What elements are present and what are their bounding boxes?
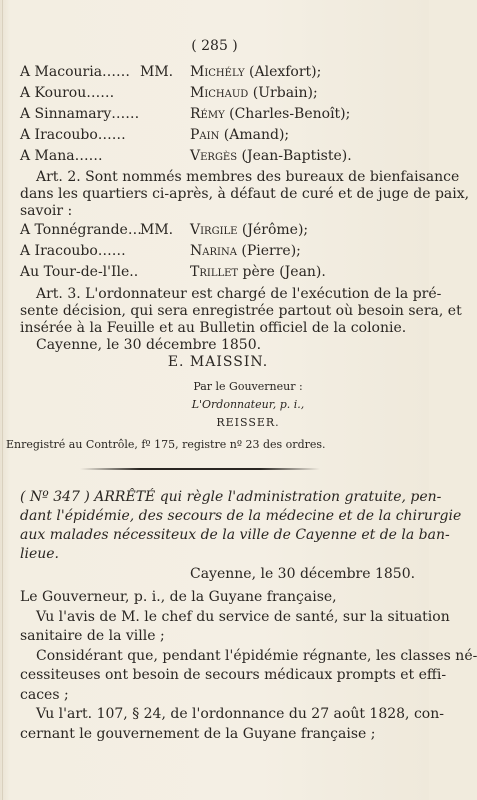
arrete-title: [20, 488, 461, 564]
person-surname: Pain: [190, 127, 220, 143]
person-given: (Charles-Benoît);: [224, 106, 351, 122]
text-line: dant l'épidémie, des secours de la médecine et de la chirurgie: [20, 508, 462, 524]
person-name: [190, 64, 321, 80]
person-surname: Trillet: [190, 264, 239, 280]
person-given: (Pierre);: [236, 243, 301, 259]
article-2: [20, 169, 469, 220]
text-line: aux malades nécessiteux de la ville de Cayenne et de la ban-: [20, 527, 450, 543]
person-surname: Vergès: [190, 148, 238, 164]
place-name: Au Tour-de-l'Ile..: [20, 264, 139, 280]
arrete-body: [20, 588, 477, 744]
article-3: [20, 286, 462, 354]
place-name: A Iracoubo……: [20, 127, 126, 143]
text-line: dans les quartiers ci-après, à défaut de curé et de juge de paix,: [20, 186, 470, 202]
text-line: Considérant que, pendant l'épidémie régnante, les classes né-: [36, 647, 477, 664]
page-number: ( 285 ): [191, 38, 238, 54]
text-line: Vu l'avis de M. le chef du service de santé, sur la situation: [36, 608, 450, 625]
person-given: père (Jean).: [238, 264, 326, 280]
person-name: [190, 264, 326, 280]
par-gouverneur: Par le Gouverneur :: [193, 380, 303, 393]
place-name: A Tonnégrande…: [20, 222, 142, 238]
signature-reisser: REISSER.: [216, 416, 280, 429]
person-name: [190, 148, 352, 164]
person-given: (Urbain);: [248, 85, 318, 101]
ordonnateur-title: L'Ordonnateur, p. i.,: [191, 398, 305, 411]
place-name: A Mana……: [20, 148, 103, 164]
mm-label: MM.: [140, 64, 174, 80]
text-line: Vu l'art. 107, § 24, de l'ordonnance du 27 août 1828, con-: [36, 706, 444, 722]
text-line: Art. 3. L'ordonnateur est chargé de l'exécution de la pré-: [36, 286, 442, 302]
person-name: [190, 106, 350, 122]
person-surname: Michaud: [190, 85, 249, 101]
person-given: (Jean-Baptiste).: [237, 148, 352, 164]
person-surname: Narina: [190, 243, 237, 259]
text-line: lieue.: [20, 546, 59, 562]
signature-governor: E. MAISSIN.: [167, 354, 269, 370]
text-line: sanitaire de la ville ;: [20, 628, 165, 644]
person-name: [190, 222, 308, 238]
section-divider: [80, 468, 320, 470]
person-surname: Rémy: [190, 106, 225, 122]
text-line: cessiteuses ont besoin de secours médicaux prompts et effi-: [20, 667, 447, 683]
place-name: A Kourou……: [20, 85, 115, 101]
text-line: Le Gouverneur, p. i., de la Guyane française,: [20, 589, 337, 605]
text-line: Cayenne, le 30 décembre 1850.: [36, 337, 262, 353]
text-line: savoir :: [20, 203, 73, 219]
person-given: (Jérôme);: [237, 222, 309, 238]
person-surname: Michély: [190, 64, 245, 80]
place-name: A Iracoubo……: [20, 243, 126, 259]
person-name: [190, 243, 301, 259]
date-line: Cayenne, le 30 décembre 1850.: [190, 566, 416, 582]
mm-label: MM.: [140, 222, 174, 238]
text-line: sente décision, qui sera enregistrée partout où besoin sera, et: [20, 303, 462, 319]
text-line: insérée à la Feuille et au Bulletin officiel de la colonie.: [20, 320, 407, 336]
person-name: [190, 127, 289, 143]
person-name: [190, 85, 318, 101]
text-line: cernant le gouvernement de la Guyane française ;: [20, 725, 376, 742]
text-line: Art. 2. Sont nommés membres des bureaux de bienfaisance: [36, 169, 460, 185]
person-surname: Virgile: [190, 222, 238, 238]
place-name: A Sinnamary……: [20, 106, 140, 122]
text-line: caces ;: [20, 686, 69, 703]
place-name: A Macouria……: [20, 64, 131, 80]
text-line: ( Nº 347 ) ARRÊTÉ qui règle l'administration gratuite, pen-: [20, 489, 442, 505]
person-given: (Alexfort);: [244, 64, 322, 80]
person-given: (Amand);: [219, 127, 290, 143]
register-note: Enregistré au Contrôle, fº 175, registre nº 23 des ordres.: [6, 438, 326, 451]
